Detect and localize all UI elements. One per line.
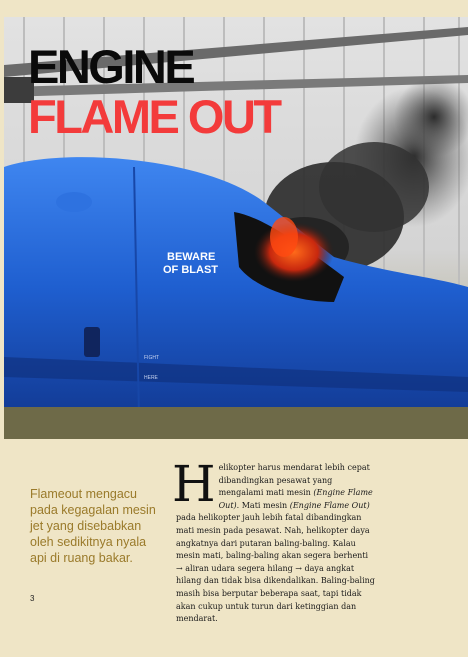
title-line-1: ENGINE — [28, 40, 194, 93]
body-text-1: elikopter harus mendarat lebih cepat dibandingkan pesawat yang mengalami mati mesin — [218, 463, 370, 498]
decal-beware: BEWARE — [167, 251, 216, 263]
decal-small-2: HERE — [144, 375, 158, 381]
body-emphasis-2: (Engine Flame Out) — [289, 500, 370, 510]
page-number: 3 — [30, 594, 35, 603]
body-text-3: pada helikopter jauh lebih fatal dibandingkan mati mesin pada pesawat. Nah, helikopter daya angkatnya dari putaran baling-baling. Kalau mesin mati, baling-baling akan segera berhenti → aliran udara segera hilang → daya angkat hilang dan tidak bisa dikendalikan. Baling-baling masih bisa berputar beberapa saat, tapi tidak akan cukup untuk turun dari ketinggian dan mendarat. — [176, 513, 375, 624]
body-text-2: . Mati mesin — [236, 500, 290, 510]
article-body — [172, 455, 376, 626]
decal-of-blast: OF BLAST — [163, 264, 218, 276]
article-title — [28, 42, 280, 142]
body-emphasis-1: (Engine Flame Out) — [218, 488, 373, 510]
pull-quote: Flameout mengacu pada kegagalan mesin jet yang disebabkan oleh sedikitnya nyala api di ruang bakar. — [30, 487, 156, 565]
decal-small-1: FIGHT — [144, 355, 159, 361]
title-line-2: FLAME OUT — [28, 90, 280, 143]
drop-cap: H — [172, 455, 216, 513]
